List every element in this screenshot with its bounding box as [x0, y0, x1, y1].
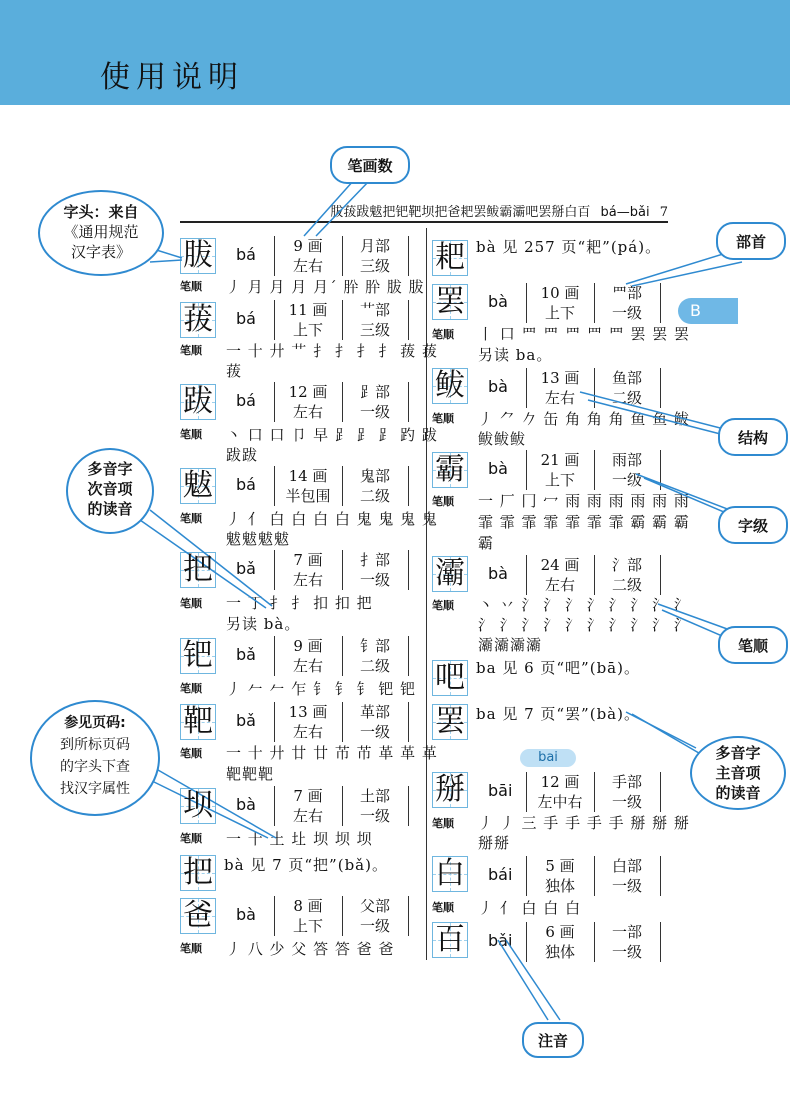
- entry-char: 把: [180, 855, 216, 891]
- entry-char: 跋: [180, 384, 216, 420]
- callout-level: 字级: [718, 506, 788, 544]
- stroke-order: 一 十 土 圵 坝 坝 坝: [226, 830, 373, 848]
- stroke-order-label: 笔顺: [432, 328, 454, 341]
- entry-strokes-structure: 14 画 半包围: [285, 467, 331, 505]
- stroke-order: 丶 口 口 卩 早 ⻊ ⻊ ⻊ 趵 跋: [226, 426, 438, 444]
- stroke-order: 一 十 廾 廿 廿 芇 芇 革 革 革: [226, 744, 438, 762]
- stroke-order-label: 笔顺: [180, 428, 202, 441]
- entry-pinyin: bà: [488, 459, 508, 478]
- entry-pinyin: bá: [236, 245, 256, 264]
- stroke-order: 丿 亻 白 白 白: [478, 899, 582, 917]
- entry-char: 爸: [180, 898, 216, 934]
- entry-strokes-structure: 9 画 左右: [292, 637, 323, 675]
- entry-char: 坝: [180, 788, 216, 824]
- callout-structure: 结构: [718, 418, 788, 456]
- entry-char: 钯: [180, 638, 216, 674]
- entry-strokes-structure: 5 画 独体: [544, 857, 575, 895]
- callout-radical: 部首: [716, 222, 786, 260]
- entry-radical-level: 一部 一级: [611, 923, 642, 961]
- stroke-order-label: 笔顺: [432, 412, 454, 425]
- callout-page-reference: 参见页码: 到所标页码 的字头下查 找汉字属性: [30, 700, 160, 816]
- stroke-order-label: 笔顺: [432, 495, 454, 508]
- stroke-order: 丿 ⺈ 𠂊 缶 角 角 角 鱼 鱼 鲅: [478, 410, 690, 428]
- alt-reading: 另读 ba。: [478, 346, 553, 364]
- stroke-order-cont: 鲅鲅鲅: [478, 430, 527, 448]
- entry-char: 靶: [180, 704, 216, 740]
- entry-char: 掰: [432, 772, 468, 808]
- entry-pinyin: bǎi: [488, 931, 513, 950]
- stroke-order: 一 十 廾 艹 扌 扌 扌 扌 菝 菝: [226, 342, 438, 360]
- stroke-order-cont: 氵 氵 氵 氵 氵 氵 氵 氵 氵 氵: [478, 616, 690, 634]
- entry-strokes-structure: 24 画 左右: [540, 556, 580, 594]
- page-title: 使用说明: [100, 60, 244, 95]
- entry-strokes-structure: 21 画 上下: [540, 451, 580, 489]
- stroke-order-label: 笔顺: [180, 682, 202, 695]
- stroke-order-cont: 霸: [478, 534, 495, 552]
- cross-reference[interactable]: ba 见 6 页“吧”(bā)。: [476, 659, 640, 677]
- entry-char: 菝: [180, 302, 216, 338]
- stroke-order-label: 笔顺: [180, 747, 202, 760]
- stroke-order-cont: 魃魃魃魃: [226, 530, 291, 548]
- entry-strokes-structure: 6 画 独体: [544, 923, 575, 961]
- cross-reference[interactable]: bà 见 7 页“把”(bǎ)。: [224, 856, 388, 874]
- entry-char: 魃: [180, 468, 216, 504]
- callout-pinyin: 注音: [522, 1022, 584, 1058]
- stroke-order-cont: 掰掰: [478, 834, 511, 852]
- cross-reference[interactable]: ba 见 7 页“罢”(bà)。: [476, 705, 640, 723]
- entry-radical-level: 雨部 一级: [611, 451, 642, 489]
- callout-secondary-reading: 多音字 次音项 的读音: [66, 448, 154, 534]
- pinyin-section-pill[interactable]: bai: [520, 749, 576, 767]
- entry-radical-level: 月部 三级: [359, 237, 390, 275]
- entry-char: 吧: [432, 660, 468, 696]
- entry-strokes-structure: 12 画 左右: [288, 383, 328, 421]
- header-page-number: 7: [659, 205, 668, 220]
- entry-radical-level: 父部 一级: [359, 897, 390, 935]
- entry-radical-level: 艹部 三级: [359, 301, 390, 339]
- entry-strokes-structure: 10 画 上下: [540, 284, 580, 322]
- entry-char: 耙: [432, 240, 468, 276]
- entry-pinyin: bà: [488, 292, 508, 311]
- stroke-order-label: 笔顺: [180, 344, 202, 357]
- stroke-order: 丿 八 少 父 答 答 爸 爸: [226, 940, 395, 958]
- entry-pinyin: bà: [488, 377, 508, 396]
- entry-char: 把: [180, 552, 216, 588]
- entry-strokes-structure: 11 画 上下: [288, 301, 328, 339]
- entry-char: 罢: [432, 704, 468, 740]
- entry-strokes-structure: 13 画 左右: [288, 703, 328, 741]
- entry-radical-level: 氵部 二级: [611, 556, 642, 594]
- entry-pinyin: bāi: [488, 781, 513, 800]
- entry-radical-level: 革部 一级: [359, 703, 390, 741]
- header-chars: 胈菝跋魃把钯靶坝把爸耙罢鲅霸灞吧罢掰白百: [330, 205, 591, 220]
- stroke-order-cont: 跋跋: [226, 446, 259, 464]
- entry-radical-level: 鱼部 二级: [611, 369, 642, 407]
- entry-char: 鲅: [432, 368, 468, 404]
- stroke-order-cont: 靶靶靶: [226, 765, 275, 783]
- stroke-order-label: 笔顺: [180, 597, 202, 610]
- entry-char: 胈: [180, 238, 216, 274]
- stroke-order: 一 厂 冂 冖 雨 雨 雨 雨 雨 雨: [478, 492, 690, 510]
- entry-radical-level: 手部 一级: [611, 773, 642, 811]
- stroke-order: 丶 丷 氵 氵 氵 氵 氵 氵 氵 氵: [478, 596, 690, 614]
- callout-stroke-order: 笔顺: [718, 626, 788, 664]
- entry-radical-level: 白部 一级: [611, 857, 642, 895]
- entry-strokes-structure: 8 画 上下: [292, 897, 323, 935]
- stroke-order-cont: 灞灞灞灞: [478, 636, 543, 654]
- cross-reference[interactable]: bà 见 257 页“耙”(pá)。: [476, 238, 662, 256]
- entry-pinyin: bá: [236, 309, 256, 328]
- alt-reading: 另读 bà。: [226, 615, 301, 633]
- callout-zitou: 字头：来自 《通用规范 汉字表》: [38, 190, 164, 276]
- entry-strokes-structure: 13 画 左右: [540, 369, 580, 407]
- entry-radical-level: 鬼部 二级: [359, 467, 390, 505]
- entry-pinyin: bá: [236, 391, 256, 410]
- stroke-order: 丿 丿 三 手 手 手 手 掰 掰 掰: [478, 814, 690, 832]
- entry-char: 白: [432, 856, 468, 892]
- stroke-order: 丿 亻 白 白 白 白 鬼 鬼 鬼 鬼: [226, 510, 438, 528]
- stroke-order-cont: 霏 霏 霏 霏 霏 霏 霏 霸 霸 霸: [478, 513, 690, 531]
- callout-primary-reading: 多音字 主音项 的读音: [690, 736, 786, 810]
- stroke-order: 丨 口 罒 罒 罒 罒 罒 罢 罢 罢: [478, 325, 690, 343]
- entry-char: 灞: [432, 556, 468, 592]
- stroke-order-label: 笔顺: [180, 512, 202, 525]
- entry-pinyin: bà: [236, 905, 256, 924]
- letter-tab[interactable]: B: [678, 298, 738, 324]
- entry-radical-level: 钅部 二级: [359, 637, 390, 675]
- stroke-order-label: 笔顺: [432, 599, 454, 612]
- entry-pinyin: bǎ: [236, 711, 256, 730]
- entry-pinyin: bà: [236, 795, 256, 814]
- entry-pinyin: bá: [236, 475, 256, 494]
- entry-pinyin: bǎ: [236, 645, 256, 664]
- entry-char: 罢: [432, 284, 468, 320]
- callout-stroke-count: 笔画数: [330, 146, 410, 184]
- stroke-order-label: 笔顺: [180, 942, 202, 955]
- entry-radical-level: 土部 一级: [359, 787, 390, 825]
- stroke-order-label: 笔顺: [180, 280, 202, 293]
- header-range: bá—bǎi: [600, 205, 650, 220]
- stroke-order-label: 笔顺: [180, 832, 202, 845]
- entry-pinyin: bà: [488, 564, 508, 583]
- entry-strokes-structure: 7 画 左右: [292, 551, 323, 589]
- stroke-order-cont: 菝: [226, 362, 243, 380]
- entry-strokes-structure: 12 画 左中右: [537, 773, 583, 811]
- stroke-order-label: 笔顺: [432, 901, 454, 914]
- entry-strokes-structure: 7 画 左右: [292, 787, 323, 825]
- entry-char: 百: [432, 922, 468, 958]
- entry-pinyin: bái: [488, 865, 513, 884]
- entry-char: 霸: [432, 452, 468, 488]
- entry-pinyin: bǎ: [236, 559, 256, 578]
- entry-radical-level: ⻊部 一级: [359, 383, 390, 421]
- stroke-order: 丿 𠂉 𠂉 乍 钅 钅 钅 钯 钯: [226, 680, 417, 698]
- entry-radical-level: 罒部 一级: [611, 284, 642, 322]
- entry-radical-level: 扌部 一级: [359, 551, 390, 589]
- stroke-order: 丿 月 月 月 月ˊ 肸 肸 胈 胈: [226, 278, 425, 296]
- stroke-order-label: 笔顺: [432, 817, 454, 830]
- entry-strokes-structure: 9 画 左右: [292, 237, 323, 275]
- stroke-order: 一 丁 扌 扌 扣 扣 把: [226, 594, 373, 612]
